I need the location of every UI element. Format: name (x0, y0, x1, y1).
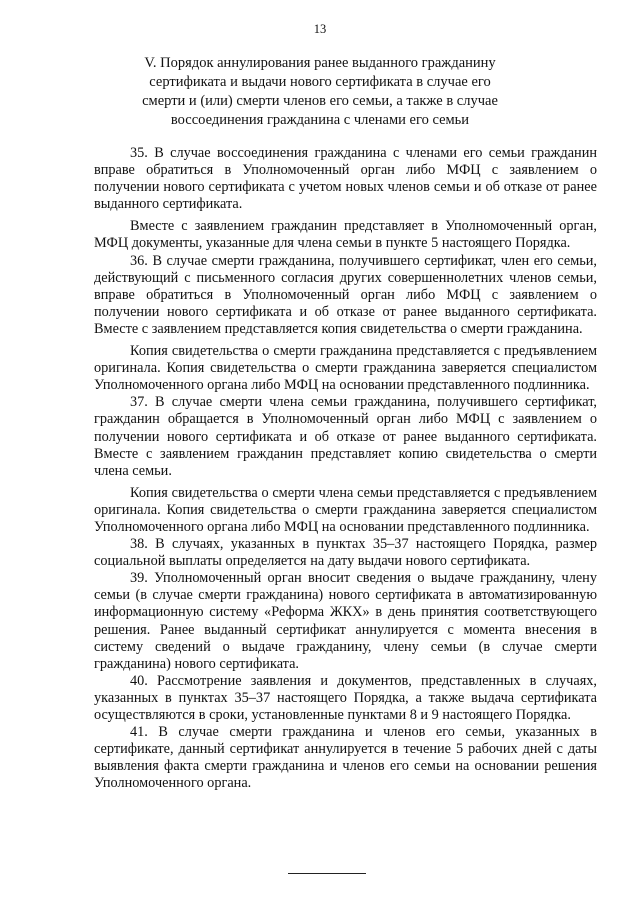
paragraph-41: 41. В случае смерти гражданина и членов его семьи, указанных в сертификате, данный сертификат аннулируется в течение 5 рабочих дней с даты выявления факта смерти гражданина и членов его семьи на основании решения Уполномоченного органа. (94, 724, 597, 792)
paragraph-36: 36. В случае смерти гражданина, получившего сертификат, член его семьи, действующий с письменного согласия других совершеннолетних членов семьи, вправе обратиться в Уполномоченный орган либо МФЦ с заявлением о получении нового сертификата и об отказе от ранее выданного сертификата. Вместе с заявлением представляется копия свидетельства о смерти гражданина. (94, 252, 597, 337)
paragraph-37: 37. В случае смерти члена семьи гражданина, получившего сертификат, гражданин обращается в Уполномоченный орган либо МФЦ с заявлением о получении нового сертификата и об отказе от ранее выданного сертификата. Вместе с заявлением гражданин представляет копию свидетельства о смерти члена семьи. (94, 394, 597, 479)
paragraph-36-copy: Копия свидетельства о смерти гражданина представляется с предъявлением оригинала. Копия свидетельства о смерти гражданина заверяется специалистом Уполномоченного органа либо МФЦ на основании представленного подлинника. (94, 343, 597, 394)
paragraph-37-copy: Копия свидетельства о смерти члена семьи представляется с предъявлением оригинала. Копия свидетельства о смерти гражданина заверяется специалистом Уполномоченного органа либо МФЦ на основании представленного подлинника. (94, 484, 597, 535)
footer-divider (288, 873, 366, 874)
paragraph-35-documents: Вместе с заявлением гражданин представляет в Уполномоченный орган, МФЦ документы, указанные для члена семьи в пункте 5 настоящего Порядка. (94, 218, 597, 252)
paragraph-35: 35. В случае воссоединения гражданина с членами его семьи гражданин вправе обратиться в Уполномоченный орган либо МФЦ с заявлением о получении нового сертификата с учетом новых членов семьи и об отказе от ранее выданного сертификата. (94, 145, 597, 213)
section-heading: V. Порядок аннулирования ранее выданного гражданину сертификата и выдачи нового сертификата в случае его смерти и (или) смерти членов его семьи, а также в случае воссоединения гражданина с членами его семьи (142, 55, 498, 128)
paragraph-40: 40. Рассмотрение заявления и документов, представленных в случаях, указанных в пунктах 35–37 настоящего Порядка, а также выдача сертификата осуществляются в сроки, установленные пунктами 8 и 9 настоящего Порядка. (94, 672, 597, 723)
document-body (94, 145, 597, 792)
page-number: 13 (313, 22, 327, 36)
paragraph-38: 38. В случаях, указанных в пунктах 35–37 настоящего Порядка, размер социальной выплаты определяется на дату выдачи нового сертификата. (94, 536, 597, 570)
paragraph-39: 39. Уполномоченный орган вносит сведения о выдаче гражданину, члену семьи (в случае смерти гражданина) нового сертификата в автоматизированную информационную систему «Реформа ЖКХ» в день принятия соответствующего решения. Ранее выданный сертификат аннулируется с момента внесения в систему сведений о выдаче гражданину, члену семьи (в случае смерти гражданина) нового сертификата. (94, 570, 597, 672)
